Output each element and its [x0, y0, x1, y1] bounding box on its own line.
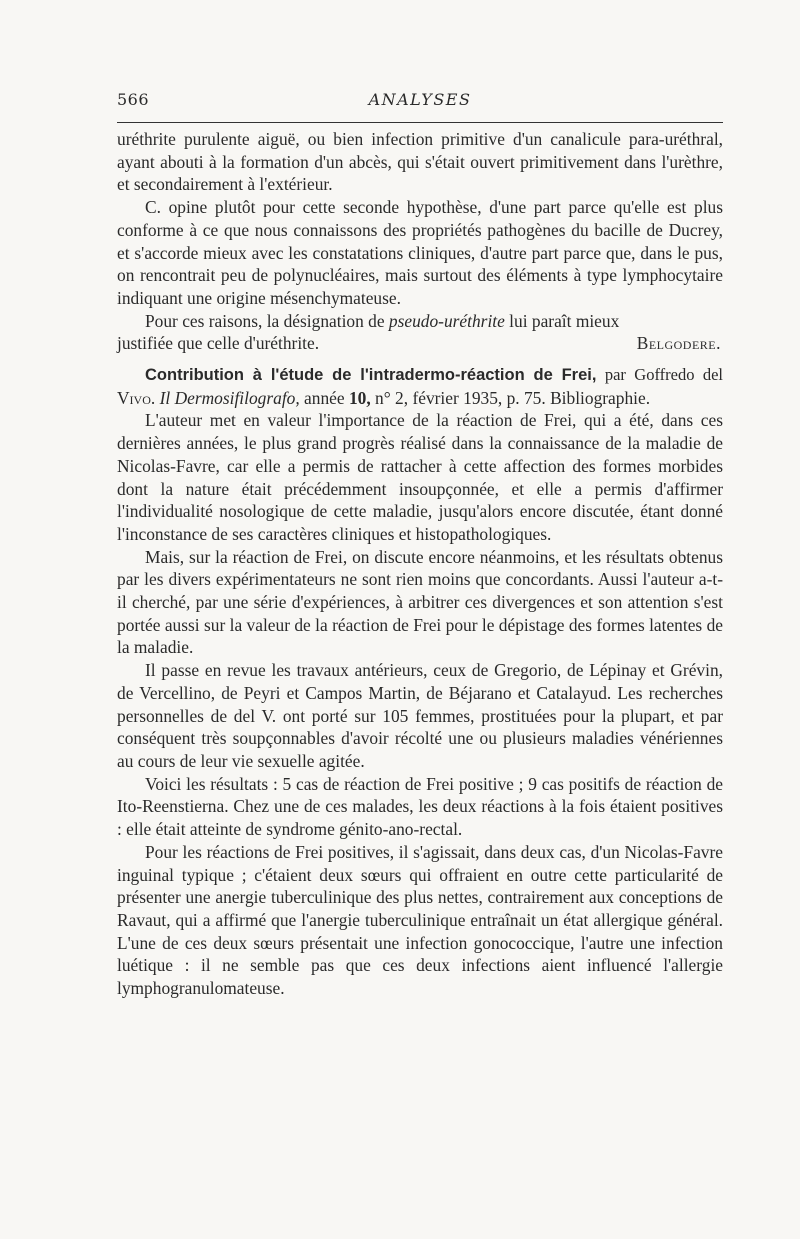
issue-text: n° 2, février 1935, p. 75. Bibliographie. — [370, 387, 651, 408]
text-run: justifiée que celle d'uréthrite. — [117, 333, 320, 354]
page-number: 566 — [117, 90, 150, 109]
running-head: ANALYSES — [368, 90, 472, 109]
paragraph: Mais, sur la réaction de Frei, on discute encore néanmoins, et les résultats obtenus par les divers expérimentateurs ne sont rien moins que concordants. Aussi l'auteur a-t-il cherché, par une série d'expériences, à arbitrer ces divergences et son attention s'est portée aussi sur la valeur de la réaction de Frei pour le dépistage des formes latentes de la maladie. — [117, 546, 723, 658]
issue-text: année — [299, 387, 349, 408]
page-body — [117, 128, 723, 1000]
article-title: Contribution à l'étude de l'intradermo-réaction de Frei, — [145, 366, 597, 385]
paragraph: C. opine plutôt pour cette seconde hypothèse, d'une part parce qu'elle est plus conforme à ce que nous connaissons des propriétés pathogènes du bacille de Ducrey, et s'accorde mieux avec les constatations cliniques, d'autre part parce que, dans le pus, on rencontrait peu de polynucléaires, mais surtout des éléments à type lymphocytaire indiquant une origine mésenchymateuse. — [117, 197, 723, 308]
paragraph: L'auteur met en valeur l'importance de la réaction de Frei, qui a été, dans ces dernières années, le plus grand progrès réalisé dans la connaissance de la maladie de Nicolas-Favre, car elle a permis de rattacher à cette affection des formes morbides dont la nature était précédemment insoupçonnée, et elle a permis d'affirmer l'individualité nosologique de cette maladie, jusqu'alors encore discutée, étant donné l'inconstance de ses caractères cliniques et histopathologiques. — [117, 410, 723, 544]
paragraph: Il passe en revue les travaux antérieurs, ceux de Gregorio, de Lépinay et Grévin, de Vercellino, de Peyri et Campos Martin, de Béjarano et Catalayud. Les recherches personnelles de del V. ont porté sur 105 femmes, prostituées pour la plupart, et par conséquent très soupçonnables d'avoir récolté une ou plusieurs maladies vénériennes au cours de leur vie sexuelle agitée. — [117, 660, 723, 771]
author-prefix: par Goffredo del — [596, 365, 724, 385]
text-run: Pour ces raisons, la désignation de — [145, 310, 389, 331]
paragraph — [117, 310, 723, 333]
paragraph: Voici les résultats : 5 cas de réaction de Frei positive ; 9 cas positifs de réaction de Ito-Reenstierna. Chez une de ces malades, les deux réactions à la fois étaient positives : elle était atteinte de syndrome génito-ano-rectal. — [117, 773, 723, 840]
italic-term: pseudo-uréthrite — [388, 310, 505, 331]
text-run: lui paraît mieux — [504, 310, 620, 331]
signature-line — [117, 332, 723, 355]
paragraph: uréthrite purulente aiguë, ou bien infection primitive d'un canalicule para-uréthral, ayant abouti à la formation d'un abcès, qui s'était ouvert primitivement dans l'urèthre, et secondairement à l'extérieur. — [117, 129, 723, 195]
article-heading — [117, 363, 723, 409]
header-rule — [117, 122, 723, 123]
page-header — [117, 86, 723, 116]
paragraph: Pour les réactions de Frei positives, il s'agissait, dans deux cas, d'un Nicolas-Favre inguinal typique ; c'étaient deux sœurs qui offraient en outre cette particularité de présenter une anergie tuberculinique des plus nettes, contrairement aux conceptions de Ravaut, qui a affirmé que l'anergie tuberculinique entraînait un état allergique général. L'une de ces deux sœurs présentait une infection gonococcique, l'autre une infection luétique : il ne semble pas que ces deux infections aient influencé l'allergie lymphogranulomateuse. — [117, 841, 723, 999]
author-surname: Vivo. — [117, 387, 156, 408]
reviewer-signature: Belgodere. — [636, 333, 721, 354]
journal-name: Il Dermosifilografo, — [159, 387, 300, 408]
volume-number: 10, — [348, 387, 371, 408]
